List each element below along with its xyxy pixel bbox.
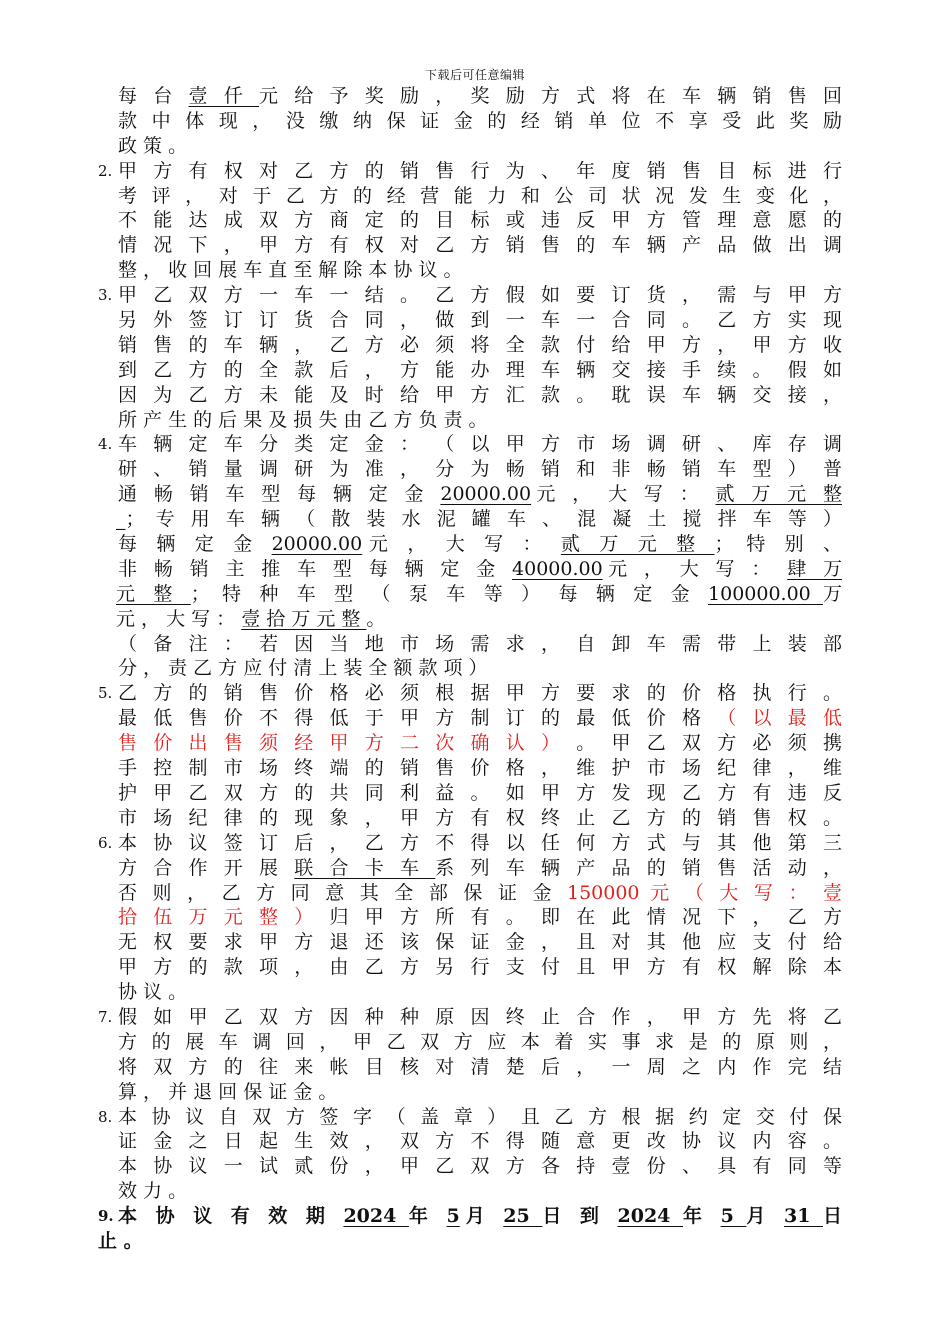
line-text: 方 合 作 开 展 联 合 卡 车 系 列 车 辆 产 品 的 销 售 活 动 ， <box>118 856 842 879</box>
deposit-amount-blank: 100000.00 <box>708 582 823 605</box>
para1-line-2 <box>98 109 842 134</box>
line-text: 算 ， 并 退 回 保 证 金 。 <box>118 1080 338 1103</box>
para1-line-3 <box>98 134 842 159</box>
item3-line-2 <box>98 308 842 333</box>
item8-line-1 <box>98 1105 842 1130</box>
item6-line-1 <box>98 831 842 856</box>
line-text: 元 整 ； 特 种 车 型 （ 泵 车 等 ） 每 辆 定 金 100000.00 万 <box>116 582 842 605</box>
end-year-blank: 2024 <box>617 1205 683 1228</box>
item5-line-5 <box>98 781 842 806</box>
item4-line-4 <box>98 507 842 532</box>
deposit-amount-blank: 40000.00 <box>512 557 603 580</box>
line-text: 最 低 售 价 不 得 低 于 甲 方 制 订 的 最 低 价 格 （ 以 最 低 <box>118 707 842 730</box>
item7-line-4 <box>98 1080 842 1105</box>
deposit-words-blank: 贰 万 元 整 <box>560 533 715 556</box>
item7-line-1 <box>98 1005 842 1030</box>
item4-line-2 <box>98 457 842 482</box>
line-text: 本 协 议 签 订 后 ， 乙 方 不 得 以 任 何 方 式 与 其 他 第 三 <box>118 831 842 854</box>
item5-line-3 <box>98 731 842 756</box>
item6-line-6 <box>98 955 842 980</box>
line-text: 本 协 议 自 双 方 签 字 （ 盖 章 ） 且 乙 方 根 据 约 定 交 付 保 <box>118 1105 842 1128</box>
line-text: 乙 方 的 销 售 价 格 必 须 根 据 甲 方 要 求 的 价 格 执 行 。 <box>118 682 842 705</box>
line-text: 款 中 体 现 ， 没 缴 纳 保 证 金 的 经 销 单 位 不 享 受 此 奖 励 <box>118 109 842 132</box>
item9-line-1 <box>98 1204 842 1229</box>
item2-line-2 <box>98 184 842 209</box>
item6-line-3 <box>98 881 842 906</box>
line-text: 无 权 要 求 甲 方 退 还 该 保 证 金 ， 且 对 其 他 应 支 付 给 <box>118 931 842 954</box>
item6-line-7 <box>98 980 842 1005</box>
item5-line-6 <box>98 806 842 831</box>
end-day-blank: 31 <box>783 1205 824 1228</box>
highlighted-text: 拾 伍 万 元 整 ） <box>118 906 319 929</box>
para1-line-1 <box>98 84 842 109</box>
line-text: 另 外 签 订 订 货 合 同 ， 做 到 一 车 一 合 同 。 乙 方 实 现 <box>118 309 842 332</box>
highlighted-text: （ 以 最 低 <box>717 707 842 730</box>
item-number: 9. <box>98 1207 114 1226</box>
highlighted-text: 售 价 出 售 须 经 甲 方 二 次 确 认 ） <box>118 732 566 755</box>
line-text: 分 ， 责 乙 方 应 付 清 上 装 全 额 款 项 ） <box>118 657 488 680</box>
line-text: 护 甲 乙 双 方 的 共 同 利 益 。 如 甲 方 发 现 乙 方 有 违 反 <box>118 781 842 804</box>
item-number: 2. <box>98 161 113 180</box>
item8-line-2 <box>98 1129 842 1154</box>
item5-line-4 <box>98 756 842 781</box>
item7-line-2 <box>98 1030 842 1055</box>
line-text: 方 的 展 车 调 回 ， 甲 乙 双 方 应 本 着 实 事 求 是 的 原 则 ， <box>118 1030 842 1053</box>
line-text: （ 备 注 ： 若 因 当 地 市 场 需 求 ， 自 卸 车 需 带 上 装 部 <box>118 632 842 655</box>
item2-line-5 <box>98 258 842 283</box>
item9-line-2 <box>98 1229 842 1254</box>
item3-line-3 <box>98 333 842 358</box>
line-text: 因 为 乙 方 未 能 及 时 给 甲 方 汇 款 。 耽 误 车 辆 交 接 ， <box>118 383 842 406</box>
contract-page <box>98 84 842 1254</box>
line-text: 非 畅 销 主 推 车 型 每 辆 定 金 40000.00元 ， 大 写 ： 肆 万 <box>118 557 842 580</box>
item-number: 3. <box>98 286 113 305</box>
deposit-words-blank: 贰 万 元 整 <box>715 483 842 506</box>
item-number: 6. <box>98 833 113 852</box>
item3-line-1 <box>98 283 842 308</box>
line-text: 效 力 。 <box>118 1180 188 1203</box>
start-day-blank: 25 <box>503 1205 543 1228</box>
line-text: 每 辆 定 金 20000.00元 ， 大 写 ： 贰 万 元 整 ； 特 别 、 <box>118 533 842 556</box>
item-number: 4. <box>98 435 113 454</box>
item3-line-4 <box>98 358 842 383</box>
highlighted-text: 150000 元 （ 大 写 ： 壹 <box>566 881 842 904</box>
line-text: 甲 方 有 权 对 乙 方 的 销 售 行 为 、 年 度 销 售 目 标 进 行 <box>118 159 842 182</box>
item4-line-3 <box>98 482 842 507</box>
line-text: 元 ， 大 写 ： 壹 拾 万 元 整 。 <box>116 607 386 630</box>
line-text: 本 协 议 有 效 期 2024 年 5月 25 日 到 2024 年 5 月 31 日 <box>118 1205 842 1228</box>
item5-line-1 <box>98 681 842 706</box>
end-month-blank: 5 <box>720 1205 747 1228</box>
line-text: 政 策 。 <box>118 134 188 157</box>
deposit-amount-blank: 20000.00 <box>271 533 363 556</box>
item3-line-6 <box>98 408 842 433</box>
line-text: 市 场 纪 律 的 现 象 ， 甲 方 有 权 终 止 乙 方 的 销 售 权 。 <box>118 806 842 829</box>
item6-line-5 <box>98 930 842 955</box>
item4-line-7 <box>98 582 842 607</box>
deposit-words-blank: 肆 万 <box>787 557 842 580</box>
line-text: 整 ， 收 回 展 车 直 至 解 除 本 协 议 。 <box>118 259 463 282</box>
item2-line-3 <box>98 208 842 233</box>
item4-line-5 <box>98 532 842 557</box>
line-text: 甲 乙 双 方 一 车 一 结 。 乙 方 假 如 要 订 货 ， 需 与 甲 方 <box>118 284 842 307</box>
item4-line-1 <box>98 432 842 457</box>
item-number: 7. <box>98 1007 113 1026</box>
deposit-words-blank: 元 整 <box>116 582 191 605</box>
line-text: 证 金 之 日 起 生 效 ， 双 方 不 得 随 意 更 改 协 议 内 容 。 <box>118 1130 842 1153</box>
item4-line-6 <box>98 557 842 582</box>
item6-line-2 <box>98 856 842 881</box>
item2-line-4 <box>98 233 842 258</box>
line-text: 车 辆 定 车 分 类 定 金 ： （ 以 甲 方 市 场 调 研 、 库 存 调 <box>118 433 842 456</box>
start-month-blank: 5 <box>446 1205 460 1228</box>
line-text: 否 则 ， 乙 方 同 意 其 全 部 保 证 金 150000 元 （ 大 写 ： 壹 <box>118 881 842 904</box>
line-text: 所 产 生 的 后 果 及 损 失 由 乙 方 负 责 。 <box>118 408 488 431</box>
reward-amount-blank: 壹 仟 <box>188 85 259 107</box>
line-text: 本 协 议 一 试 贰 份 ， 甲 乙 双 方 各 持 壹 份 、 具 有 同 等 <box>118 1155 842 1178</box>
item5-line-2 <box>98 706 842 731</box>
line-text: 销 售 的 车 辆 ， 乙 方 必 须 将 全 款 付 给 甲 方 ， 甲 方 收 <box>118 333 842 356</box>
line-text: 情 况 下 ， 甲 方 有 权 对 乙 方 销 售 的 车 辆 产 品 做 出 调 <box>118 234 842 257</box>
line-text: 将 双 方 的 往 来 帐 目 核 对 清 楚 后 ， 一 周 之 内 作 完 结 <box>118 1055 842 1078</box>
item4-line-10 <box>98 656 842 681</box>
item2-line-1 <box>98 159 842 184</box>
item4-line-8 <box>98 607 842 632</box>
start-year-blank: 2024 <box>343 1205 409 1228</box>
item-number: 8. <box>98 1107 113 1126</box>
line-text: 手 控 制 市 场 终 端 的 销 售 价 格 ， 维 护 市 场 纪 律 ， 维 <box>118 757 842 780</box>
line-text: _； 专 用 车 辆 （ 散 装 水 泥 罐 车 、 混 凝 土 搅 拌 车 等 ） <box>116 508 842 531</box>
line-text: 不 能 达 成 双 方 商 定 的 目 标 或 违 反 甲 方 管 理 意 愿 的 <box>118 209 842 232</box>
item4-line-9 <box>98 632 842 657</box>
item8-line-3 <box>98 1154 842 1179</box>
item8-line-4 <box>98 1179 842 1204</box>
text: 每 台 <box>118 85 189 107</box>
line-text <box>118 84 842 109</box>
line-text: 甲 方 的 款 项 ， 由 乙 方 另 行 支 付 且 甲 方 有 权 解 除 本 <box>118 956 842 979</box>
item-number: 5. <box>98 684 113 703</box>
line-text: 考 评 ， 对 于 乙 方 的 经 营 能 力 和 公 司 状 况 发 生 变 化 ， <box>118 184 842 207</box>
item3-line-5 <box>98 383 842 408</box>
deposit-amount-blank: 20000.00 <box>440 483 532 506</box>
line-text: 止 。 <box>98 1229 143 1252</box>
brand-blank: 联 合 卡 车 <box>294 856 436 879</box>
line-text: 售 价 出 售 须 经 甲 方 二 次 确 认 ） 。 甲 乙 双 方 必 须 携 <box>118 732 842 755</box>
line-text: 通 畅 销 车 型 每 辆 定 金 20000.00元 ， 大 写 ： 贰 万 元 整 <box>118 483 842 506</box>
deposit-words-blank: 壹 拾 万 元 整 <box>241 607 367 630</box>
line-text: 协 议 。 <box>118 981 188 1004</box>
line-text: 假 如 甲 乙 双 方 因 种 种 原 因 终 止 合 作 ， 甲 方 先 将 乙 <box>118 1005 842 1028</box>
item7-line-3 <box>98 1055 842 1080</box>
line-text: 拾 伍 万 元 整 ） 归 甲 方 所 有 。 即 在 此 情 况 下 ， 乙 方 <box>118 906 842 929</box>
item6-line-4 <box>98 905 842 930</box>
line-text: 到 乙 方 的 全 款 后 ， 方 能 办 理 车 辆 交 接 手 续 。 假 如 <box>118 358 842 381</box>
page-header: 下载后可任意编辑 <box>424 68 525 82</box>
text: 元 给 予 奖 励 ， 奖 励 方 式 将 在 车 辆 销 售 回 <box>259 85 842 107</box>
line-text: 研 、 销 量 调 研 为 准 ， 分 为 畅 销 和 非 畅 销 车 型 ） 普 <box>118 458 842 481</box>
